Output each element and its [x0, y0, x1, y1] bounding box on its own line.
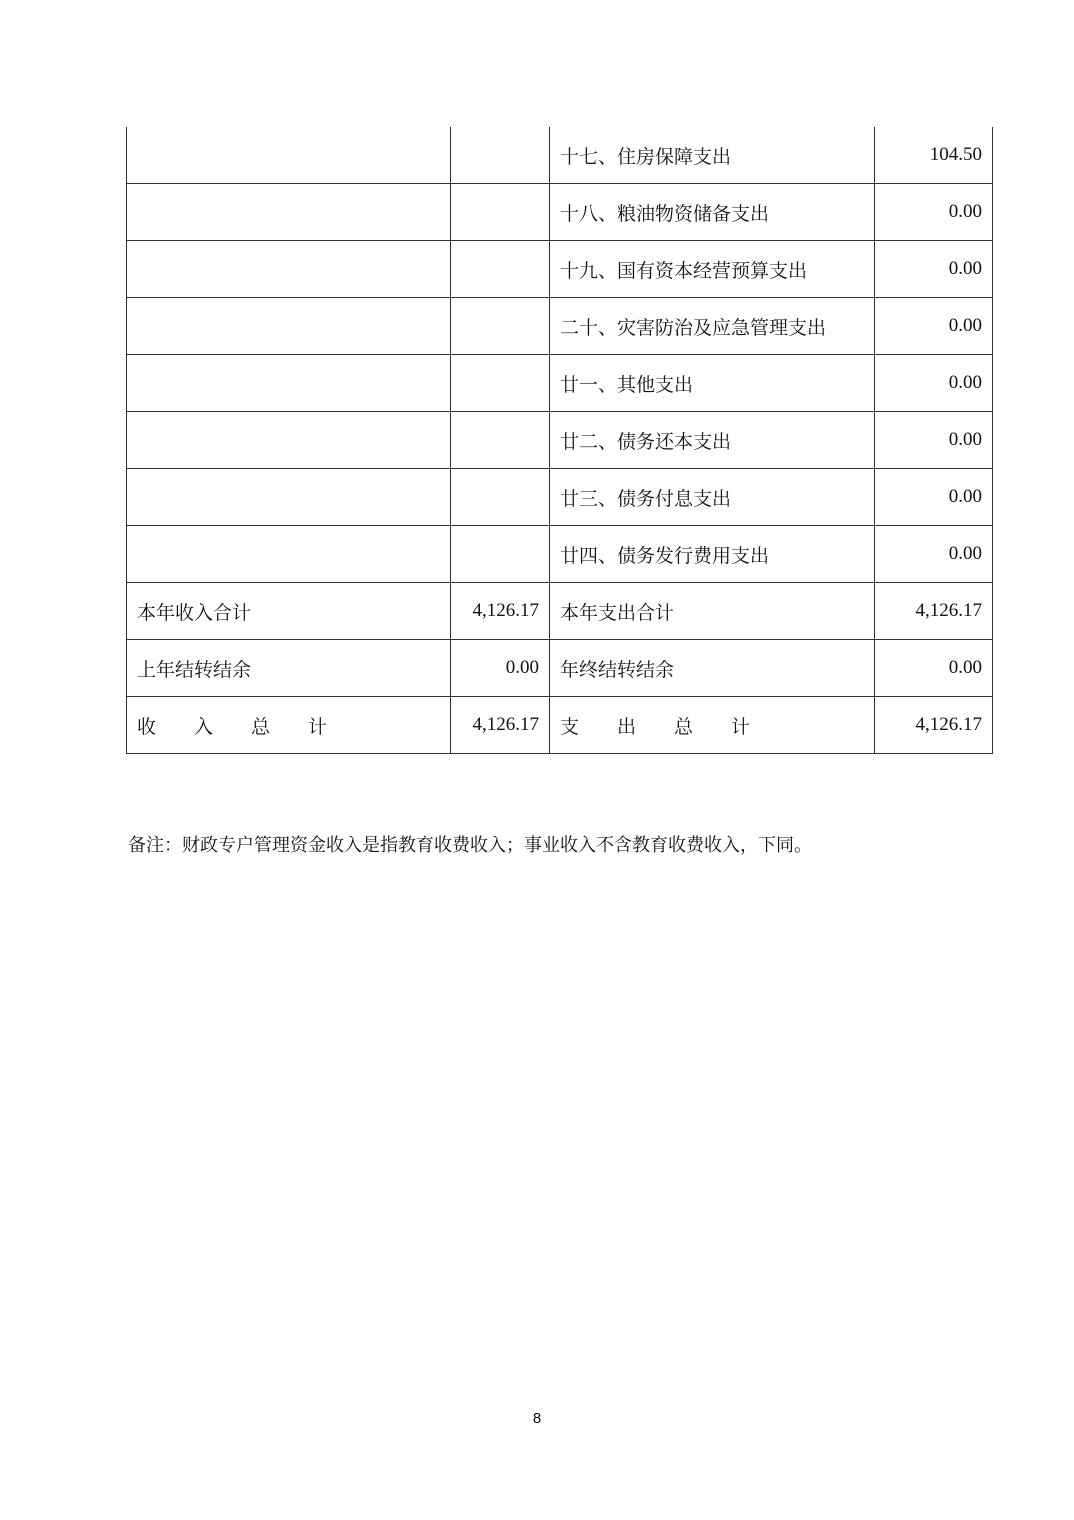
- expense-value-cell: 0.00: [875, 241, 993, 298]
- expense-label-cell: 年终结转结余: [550, 640, 875, 697]
- expense-value-cell: 0.00: [875, 526, 993, 583]
- income-label-cell: [127, 298, 451, 355]
- income-label-cell: 上年结转结余: [127, 640, 451, 697]
- table-row: [127, 469, 993, 526]
- table-row: [127, 697, 993, 754]
- table-row: [127, 298, 993, 355]
- expense-value-cell: 4,126.17: [875, 583, 993, 640]
- income-label-cell: [127, 469, 451, 526]
- table-row: [127, 583, 993, 640]
- table-row: [127, 526, 993, 583]
- expense-label-cell: 廿一、其他支出: [550, 355, 875, 412]
- income-label-cell: [127, 184, 451, 241]
- expense-value-cell: 4,126.17: [875, 697, 993, 754]
- income-value-cell: [451, 184, 550, 241]
- table-row: [127, 640, 993, 697]
- table-row: [127, 355, 993, 412]
- expense-value-cell: 0.00: [875, 640, 993, 697]
- expense-label-cell: 廿四、债务发行费用支出: [550, 526, 875, 583]
- income-label-cell: [127, 127, 451, 184]
- expense-value-cell: 0.00: [875, 412, 993, 469]
- expense-label-cell: 本年支出合计: [550, 583, 875, 640]
- expense-value-cell: 0.00: [875, 298, 993, 355]
- page-number: 8: [532, 1410, 542, 1427]
- income-label-cell: 本年收入合计: [127, 583, 451, 640]
- income-value-cell: 4,126.17: [451, 583, 550, 640]
- expense-value-cell: 104.50: [875, 127, 993, 184]
- expense-label-cell: 廿二、债务还本支出: [550, 412, 875, 469]
- budget-table: [126, 127, 993, 754]
- income-label-cell: [127, 241, 451, 298]
- table-row: [127, 184, 993, 241]
- table-row: [127, 412, 993, 469]
- income-label-cell: [127, 355, 451, 412]
- income-value-cell: 0.00: [451, 640, 550, 697]
- income-value-cell: [451, 526, 550, 583]
- expense-label-cell: 廿三、债务付息支出: [550, 469, 875, 526]
- expense-label-cell: 十七、住房保障支出: [550, 127, 875, 184]
- expense-value-cell: 0.00: [875, 469, 993, 526]
- income-value-cell: [451, 355, 550, 412]
- income-label-cell: 收 入 总 计: [127, 697, 451, 754]
- expense-label-cell: 二十、灾害防治及应急管理支出: [550, 298, 875, 355]
- income-value-cell: [451, 469, 550, 526]
- expense-label-cell: 支 出 总 计: [550, 697, 875, 754]
- income-value-cell: [451, 298, 550, 355]
- income-label-cell: [127, 526, 451, 583]
- income-value-cell: 4,126.17: [451, 697, 550, 754]
- table-row: [127, 241, 993, 298]
- expense-value-cell: 0.00: [875, 184, 993, 241]
- footnote: 备注：财政专户管理资金收入是指教育收费收入；事业收入不含教育收费收入，下同。: [128, 835, 812, 856]
- income-value-cell: [451, 241, 550, 298]
- expense-label-cell: 十九、国有资本经营预算支出: [550, 241, 875, 298]
- table-row: [127, 127, 993, 184]
- expense-value-cell: 0.00: [875, 355, 993, 412]
- income-value-cell: [451, 412, 550, 469]
- income-value-cell: [451, 127, 550, 184]
- expense-label-cell: 十八、粮油物资储备支出: [550, 184, 875, 241]
- income-label-cell: [127, 412, 451, 469]
